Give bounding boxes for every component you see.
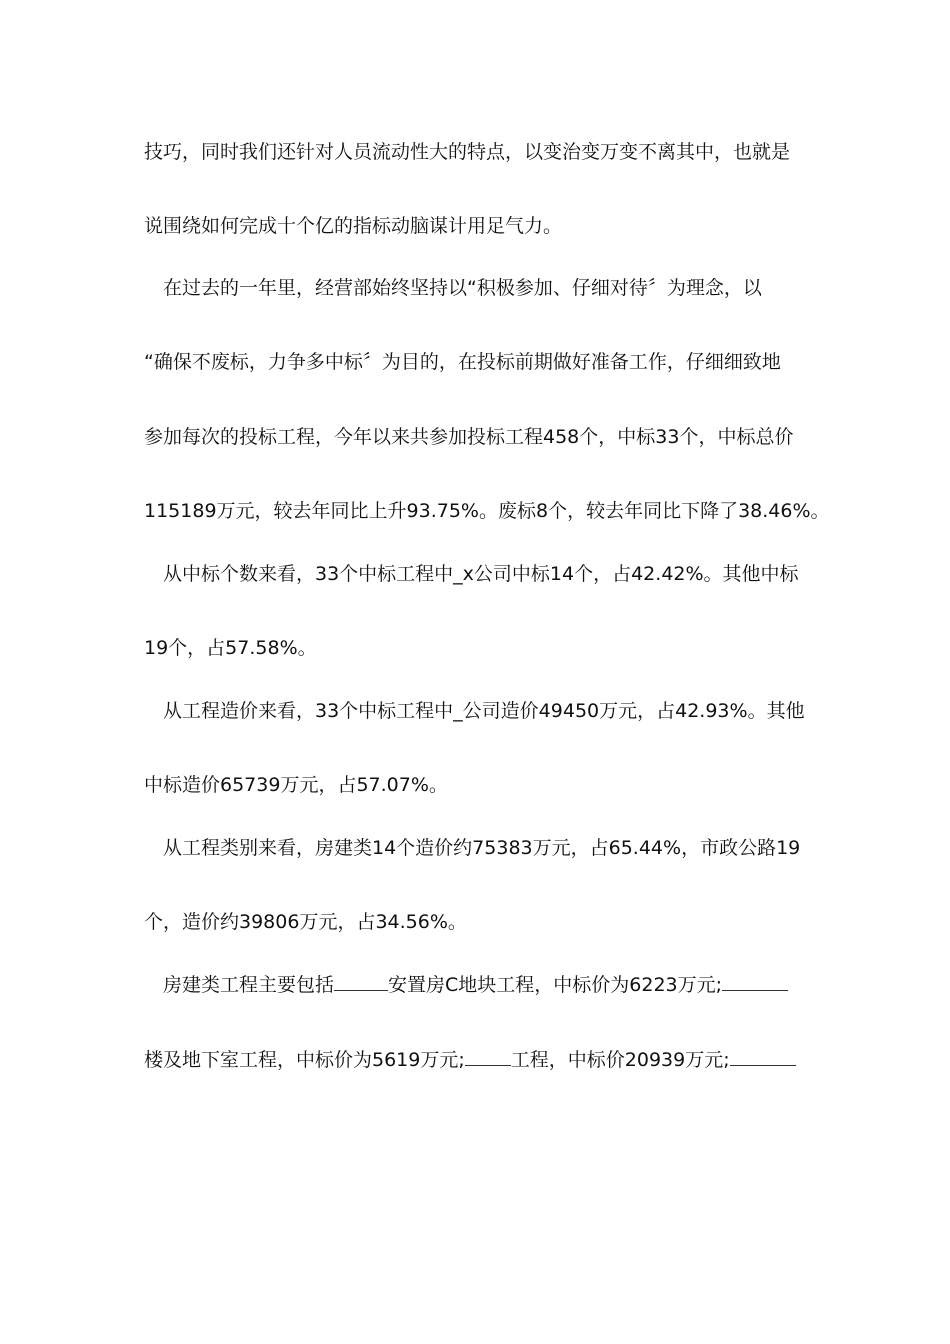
paragraph-line: “确保不废标，力争多中标〞为目的，在投标前期做好准备工作，仔细细致地 <box>144 351 781 373</box>
paragraph-line: 从工程造价来看，33个中标工程中_公司造价49450万元，占42.93%。其他 <box>163 700 805 722</box>
paragraph-line: 115189万元，较去年同比上升93.75%。废标8个，较去年同比下降了38.46%。 <box>144 500 830 522</box>
paragraph-line: 个，造价约39806万元，占34.56%。 <box>144 911 467 933</box>
paragraph-line: 参加每次的投标工程，今年以来共参加投标工程458个，中标33个，中标总价 <box>144 426 794 448</box>
line-segment: 房建类工程主要包括 <box>163 974 335 996</box>
paragraph-line <box>144 1047 804 1073</box>
line-segment: 工程，中标价20939万元; <box>510 1049 730 1071</box>
paragraph-line: 中标造价65739万元，占57.07%。 <box>144 774 448 796</box>
paragraph-line: 说围绕如何完成十个亿的指标动脑谋计用足气力。 <box>144 215 563 237</box>
paragraph-line: 在过去的一年里，经营部始终坚持以“积极参加、仔细对待〞为理念，以 <box>163 277 762 299</box>
paragraph-line <box>163 972 804 998</box>
paragraph-line: 19个，占57.58%。 <box>144 637 317 659</box>
fill-blank <box>730 1047 796 1066</box>
fill-blank <box>465 1047 511 1066</box>
line-segment: 安置房C地块工程，中标价为6223万元; <box>388 974 723 996</box>
fill-blank <box>334 972 388 991</box>
fill-blank <box>722 972 788 991</box>
paragraph-line: 从中标个数来看，33个中标工程中_x公司中标14个，占42.42%。其他中标 <box>163 563 799 585</box>
paragraph-line: 技巧，同时我们还针对人员流动性大的特点，以变治变万变不离其中，也就是 <box>144 141 791 163</box>
paragraph-line: 从工程类别来看，房建类14个造价约75383万元，占65.44%，市政公路19 <box>163 837 801 859</box>
line-segment: 楼及地下室工程，中标价为5619万元; <box>144 1049 465 1071</box>
